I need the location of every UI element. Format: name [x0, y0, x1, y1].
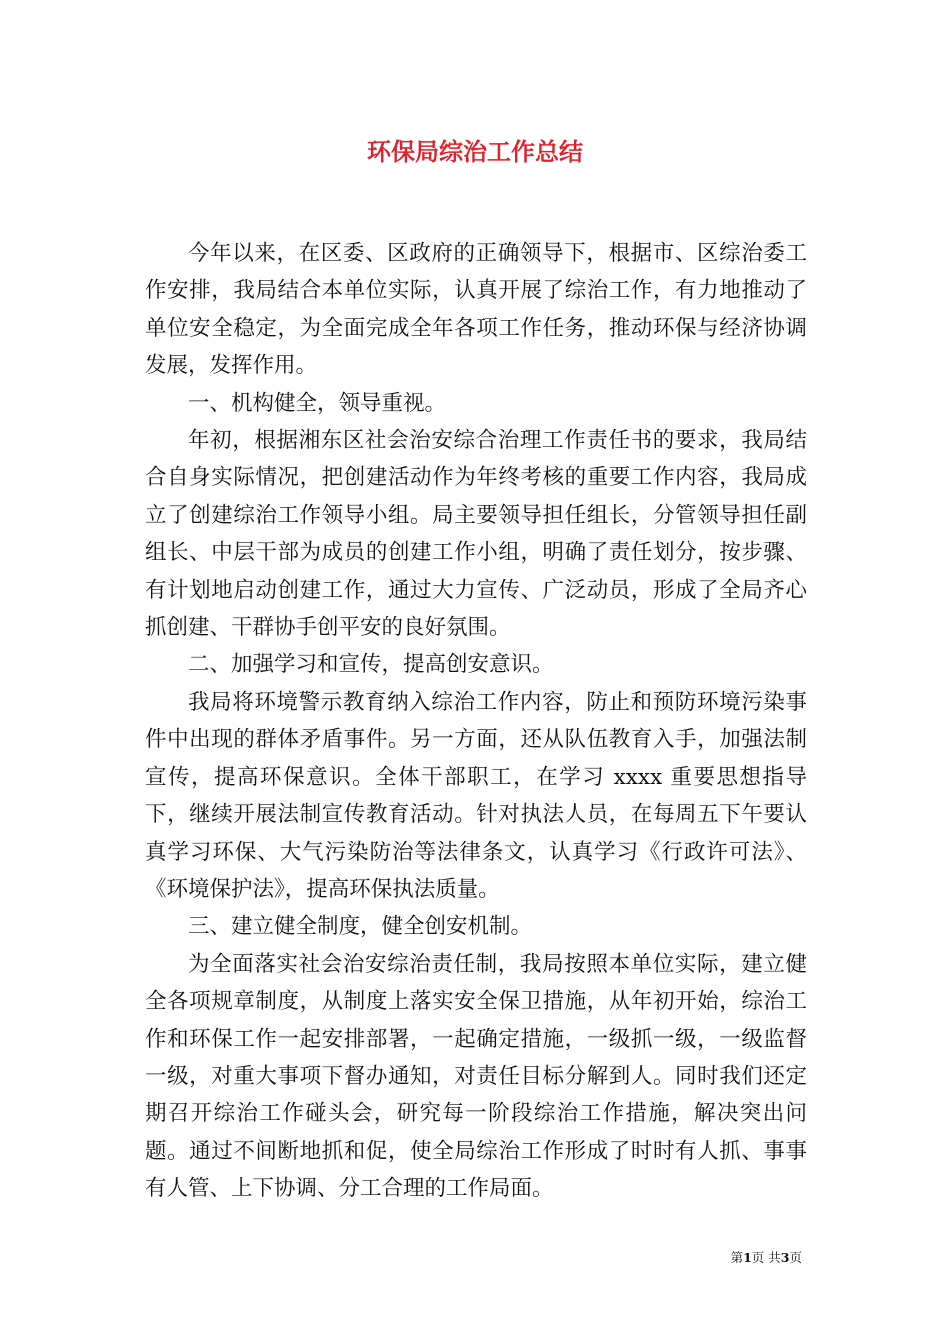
paragraph-intro: 今年以来，在区委、区政府的正确领导下，根据市、区综治委工作安排，我局结合本单位实际，认真开展了综治工作，有力地推动了单位安全稳定，为全面完成全年各项工作任务，推动环保与经济协调发展，发挥作用。: [145, 241, 807, 379]
footer-suffix: 页: [789, 1250, 802, 1265]
document-title: 环保局综治工作总结: [367, 137, 583, 166]
section-heading-3: 三、建立健全制度，健全创安机制。: [188, 914, 533, 940]
paragraph-section-3: 为全面落实社会治安综治责任制，我局按照本单位实际，建立健全各项规章制度，从制度上落实安全保卫措施，从年初开始，综治工作和环保工作一起安排部署，一起确定措施，一级抓一级，一级监督一级，对重大事项下督办通知，对责任目标分解到人。同时我们还定期召开综治工作碰头会，研究每一阶段综治工作措施，解决突出问题。通过不间断地抓和促，使全局综治工作形成了时时有人抓、事事有人管、上下协调、分工合理的工作局面。: [145, 951, 807, 1202]
footer-middle: 页 共: [751, 1250, 781, 1265]
paragraph-section-1: 年初，根据湘东区社会治安综合治理工作责任书的要求，我局结合自身实际情况，把创建活动作为年终考核的重要工作内容，我局成立了创建综治工作领导小组。局主要领导担任组长，分管领导担任副组长、中层干部为成员的创建工作小组，明确了责任划分，按步骤、有计划地启动创建工作，通过大力宣传、广泛动员，形成了全局齐心抓创建、干群协手创平安的良好氛围。: [145, 428, 807, 641]
footer-prefix: 第: [730, 1250, 744, 1265]
section-heading-2: 二、加强学习和宣传，提高创安意识。: [188, 652, 554, 678]
paragraph-section-2: 我局将环境警示教育纳入综治工作内容，防止和预防环境污染事件中出现的群体矛盾事件。另一方面，还从队伍教育入手，加强法制宣传，提高环保意识。全体干部职工，在学习 xxxx 重要思想指导下，继续开展法制宣传教育活动。针对执法人员，在每周五下午要认真学习环保、大气污染防治等法律条文，认真学习《行政许可法》、《环境保护法》，提高环保执法质量。: [145, 689, 807, 902]
section-heading-1: 一、机构健全，领导重视。: [188, 390, 447, 416]
document-body: [145, 235, 807, 1208]
footer-current-page: 1: [743, 1250, 752, 1265]
footer-total-pages: 3: [780, 1250, 790, 1265]
page-number-footer: [731, 1248, 802, 1266]
